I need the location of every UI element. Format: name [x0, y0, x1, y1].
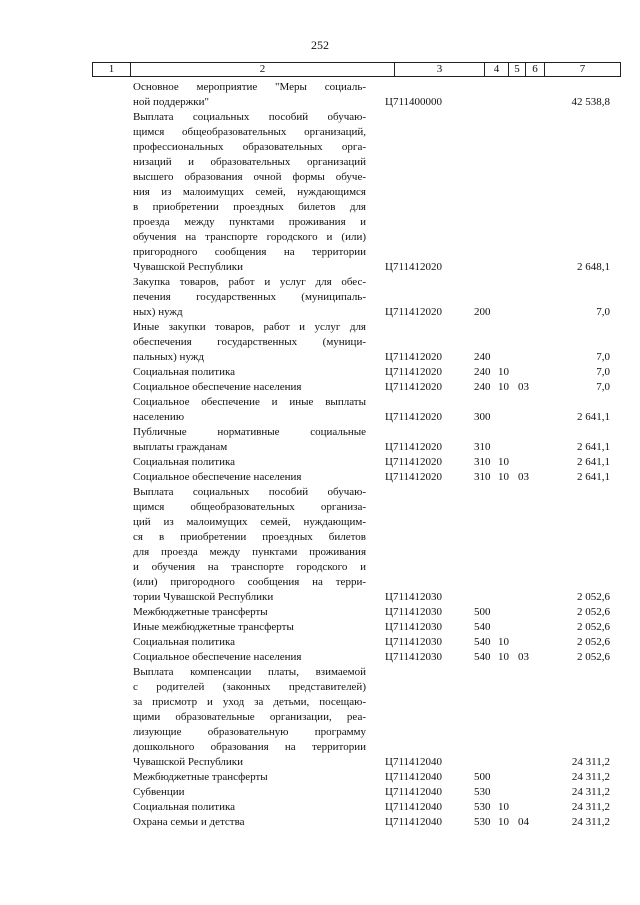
amount-value: 2 641,1: [577, 456, 610, 468]
section-code: 10: [498, 816, 509, 828]
target-article-code: Ц711412020: [385, 261, 443, 273]
expense-type-code: 240: [474, 381, 491, 393]
table-row: [0, 365, 640, 380]
row-name-line: высшего образования очной формы обуче-: [133, 171, 366, 183]
row-name-line: обучения на транспорте городского и (или): [133, 231, 366, 243]
table-row: [0, 470, 640, 485]
amount-value: 2 052,6: [577, 591, 610, 603]
target-article-code: Ц711412020: [385, 351, 443, 363]
amount-value: 2 052,6: [577, 651, 610, 663]
row-name-line: за присмотр и уход за детьми, посещаю-: [133, 696, 366, 708]
amount-value: 24 311,2: [571, 756, 610, 768]
expense-type-code: 540: [474, 636, 491, 648]
expense-type-code: 540: [474, 651, 491, 663]
expense-type-code: 540: [474, 621, 491, 633]
row-name-line: щимся общеобразовательных организаций,: [133, 126, 366, 138]
amount-value: 7,0: [596, 366, 610, 378]
row-name-line: Чувашской Республики: [133, 261, 244, 273]
col-header-7: 7: [545, 63, 621, 77]
amount-value: 2 641,1: [577, 411, 610, 423]
col-header-1: 1: [93, 63, 131, 77]
section-code: 10: [498, 381, 509, 393]
expense-type-code: 300: [474, 411, 491, 423]
row-name-line: (или) пригородного сообщения на терри-: [133, 576, 366, 588]
table-row: [0, 425, 640, 455]
row-name-line: обеспечения государственных (муници-: [133, 336, 366, 348]
amount-value: 2 052,6: [577, 606, 610, 618]
row-name-line: низаций и образовательных организаций: [133, 156, 366, 168]
target-article-code: Ц711412020: [385, 456, 443, 468]
table-row: [0, 485, 640, 605]
row-name-line: Чувашской Республики: [133, 756, 244, 768]
target-article-code: Ц711412020: [385, 471, 443, 483]
row-name-line: тории Чувашской Республики: [133, 591, 274, 603]
subsection-code: 03: [518, 381, 529, 393]
target-article-code: Ц711412030: [385, 591, 443, 603]
row-name-line: печения государственных (муниципаль-: [133, 291, 366, 303]
target-article-code: Ц711412030: [385, 651, 443, 663]
table-row: [0, 110, 640, 275]
row-name: [133, 320, 366, 365]
row-name-line: Социальная политика: [133, 366, 236, 378]
table-row: [0, 635, 640, 650]
row-name-line: и обучения на транспорте городского и: [133, 561, 366, 573]
row-name-line: Выплата социальных пособий обучаю-: [133, 111, 366, 123]
budget-table-body: [0, 80, 640, 830]
table-row: [0, 785, 640, 800]
row-name-line: щими образовательные организации, реа-: [133, 711, 366, 723]
target-article-code: Ц711412020: [385, 381, 443, 393]
amount-value: 24 311,2: [571, 786, 610, 798]
expense-type-code: 310: [474, 471, 491, 483]
row-name-line: в приобретении проездных билетов для: [133, 201, 366, 213]
row-name: [133, 605, 366, 620]
row-name-line: Социальное обеспечение населения: [133, 651, 302, 663]
row-name: [133, 485, 366, 605]
row-name-line: Межбюджетные трансферты: [133, 771, 268, 783]
amount-value: 2 641,1: [577, 441, 610, 453]
row-name-line: с родителей (законных представителей): [133, 681, 366, 693]
row-name-line: ной поддержки": [133, 96, 209, 108]
table-row: [0, 815, 640, 830]
row-name-line: Иные закупки товаров, работ и услуг для: [133, 321, 366, 333]
col-header-2: 2: [131, 63, 395, 77]
expense-type-code: 310: [474, 456, 491, 468]
section-code: 10: [498, 456, 509, 468]
row-name-line: щимся общеобразовательных организа-: [133, 501, 366, 513]
row-name: [133, 785, 366, 800]
row-name-line: Иные межбюджетные трансферты: [133, 621, 294, 633]
table-row: [0, 320, 640, 365]
row-name: [133, 635, 366, 650]
amount-value: 24 311,2: [571, 816, 610, 828]
row-name-line: ся в приобретении проездных билетов: [133, 531, 366, 543]
table-row: [0, 275, 640, 320]
expense-type-code: 500: [474, 771, 491, 783]
row-name: [133, 365, 366, 380]
row-name: [133, 770, 366, 785]
subsection-code: 04: [518, 816, 529, 828]
row-name: [133, 425, 366, 455]
col-header-5: 5: [509, 63, 526, 77]
row-name-line: Социальная политика: [133, 801, 236, 813]
table-row: [0, 665, 640, 770]
target-article-code: Ц711412040: [385, 816, 443, 828]
row-name-line: Публичные нормативные социальные: [133, 426, 366, 438]
table-row: [0, 395, 640, 425]
amount-value: 24 311,2: [571, 771, 610, 783]
row-name-line: Субвенции: [133, 786, 185, 798]
expense-type-code: 530: [474, 786, 491, 798]
target-article-code: Ц711412020: [385, 411, 443, 423]
target-article-code: Ц711412040: [385, 786, 443, 798]
section-code: 10: [498, 651, 509, 663]
row-name: [133, 620, 366, 635]
target-article-code: Ц711412030: [385, 621, 443, 633]
target-article-code: Ц711412040: [385, 756, 443, 768]
row-name: [133, 815, 366, 830]
expense-type-code: 530: [474, 816, 491, 828]
amount-value: 2 641,1: [577, 471, 610, 483]
row-name: [133, 665, 366, 770]
section-code: 10: [498, 366, 509, 378]
target-article-code: Ц711412020: [385, 366, 443, 378]
section-code: 10: [498, 801, 509, 813]
row-name: [133, 455, 366, 470]
target-article-code: Ц711412040: [385, 771, 443, 783]
table-row: [0, 650, 640, 665]
target-article-code: Ц711412020: [385, 306, 443, 318]
col-header-4: 4: [485, 63, 509, 77]
expense-type-code: 310: [474, 441, 491, 453]
expense-type-code: 530: [474, 801, 491, 813]
target-article-code: Ц711412030: [385, 636, 443, 648]
col-header-6: 6: [526, 63, 545, 77]
row-name: [133, 800, 366, 815]
row-name-line: Межбюджетные трансферты: [133, 606, 268, 618]
amount-value: 2 052,6: [577, 621, 610, 633]
row-name-line: Социальная политика: [133, 456, 236, 468]
row-name-line: Выплата компенсации платы, взимаемой: [133, 666, 366, 678]
row-name-line: пригородного сообщения на территории: [133, 246, 366, 258]
row-name-line: пальных) нужд: [133, 351, 205, 363]
row-name-line: лизующие образовательную программу: [133, 726, 366, 738]
target-article-code: Ц711412040: [385, 801, 443, 813]
row-name-line: Выплата социальных пособий обучаю-: [133, 486, 366, 498]
target-article-code: Ц711412030: [385, 606, 443, 618]
row-name-line: для проезда между пунктами проживания: [133, 546, 366, 558]
subsection-code: 03: [518, 471, 529, 483]
amount-value: 7,0: [596, 306, 610, 318]
target-article-code: Ц711412020: [385, 441, 443, 453]
row-name-line: Охрана семьи и детства: [133, 816, 245, 828]
expense-type-code: 240: [474, 351, 491, 363]
column-header-row: [92, 62, 621, 77]
row-name: [133, 110, 366, 275]
row-name-line: ния из малоимущих семей, нуждающимся: [133, 186, 366, 198]
amount-value: 42 538,8: [571, 96, 610, 108]
row-name-line: Социальная политика: [133, 636, 236, 648]
table-row: [0, 455, 640, 470]
table-row: [0, 605, 640, 620]
row-name-line: Социальное обеспечение населения: [133, 471, 302, 483]
table-row: [0, 800, 640, 815]
row-name: [133, 380, 366, 395]
row-name-line: населению: [133, 411, 185, 423]
amount-value: 2 052,6: [577, 636, 610, 648]
row-name-line: ных) нужд: [133, 306, 183, 318]
section-code: 10: [498, 636, 509, 648]
amount-value: 7,0: [596, 381, 610, 393]
row-name-line: профессиональных образовательных орга-: [133, 141, 366, 153]
row-name: [133, 80, 366, 110]
row-name-line: дошкольного образования на территории: [133, 741, 366, 753]
amount-value: 2 648,1: [577, 261, 610, 273]
row-name: [133, 275, 366, 320]
table-row: [0, 770, 640, 785]
row-name-line: ций из малоимущих семей, нуждающим-: [133, 516, 366, 528]
row-name-line: Основное мероприятие "Меры социаль-: [133, 81, 366, 93]
expense-type-code: 240: [474, 366, 491, 378]
row-name: [133, 395, 366, 425]
col-header-3: 3: [395, 63, 485, 77]
expense-type-code: 500: [474, 606, 491, 618]
section-code: 10: [498, 471, 509, 483]
row-name-line: Закупка товаров, работ и услуг для обес-: [133, 276, 366, 288]
table-row: [0, 80, 640, 110]
subsection-code: 03: [518, 651, 529, 663]
target-article-code: Ц711400000: [385, 96, 443, 108]
amount-value: 24 311,2: [571, 801, 610, 813]
row-name-line: проезда между пунктами проживания и: [133, 216, 366, 228]
row-name-line: выплаты гражданам: [133, 441, 228, 453]
row-name-line: Социальное обеспечение и иные выплаты: [133, 396, 366, 408]
row-name: [133, 650, 366, 665]
expense-type-code: 200: [474, 306, 491, 318]
table-row: [0, 380, 640, 395]
row-name: [133, 470, 366, 485]
row-name-line: Социальное обеспечение населения: [133, 381, 302, 393]
amount-value: 7,0: [596, 351, 610, 363]
page-number: 252: [311, 38, 329, 52]
table-row: [0, 620, 640, 635]
